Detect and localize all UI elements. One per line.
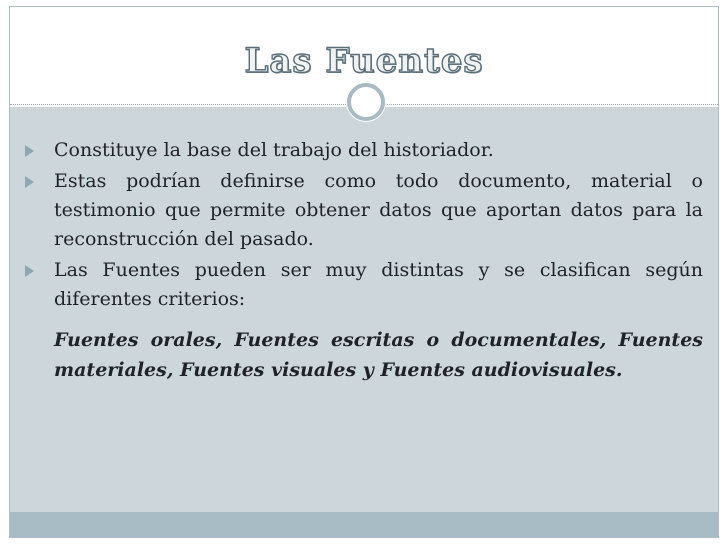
circle-ornament-icon	[347, 83, 385, 121]
bullet-text: Estas podrían definirse como todo documento, material o testimonio que permite obtener datos que aportan datos para la reconstrucción del pasado.	[54, 170, 703, 250]
bullet-text: Constituye la base del trabajo del historiador.	[54, 139, 494, 161]
bullet-item	[20, 136, 703, 165]
slide-title: Las Fuentes	[244, 41, 484, 81]
bullet-item	[20, 167, 703, 254]
footer-band	[10, 512, 718, 537]
content-area	[10, 107, 718, 512]
bullet-item	[20, 256, 703, 314]
bullet-list	[20, 136, 703, 316]
bullet-triangle-icon	[25, 265, 34, 277]
bullet-text: Las Fuentes pueden ser muy distintas y se clasifican según diferentes criterios:	[54, 259, 703, 310]
slide	[9, 6, 719, 538]
bullet-triangle-icon	[25, 145, 34, 157]
source-types-text: Fuentes orales, Fuentes escritas o documentales, Fuentes materiales, Fuentes visuales y Fuentes audiovisuales.	[54, 329, 703, 381]
bullet-triangle-icon	[25, 176, 34, 188]
